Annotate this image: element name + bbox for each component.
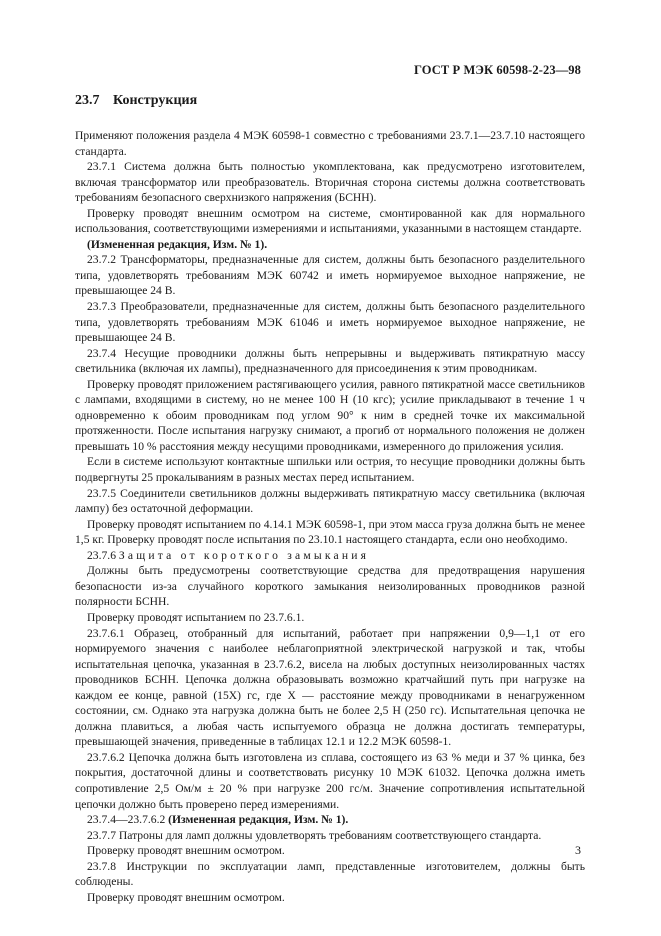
paragraph: Проверку проводят испытанием по 23.7.6.1. <box>87 610 305 624</box>
paragraph: 23.7.1 Система должна быть полностью укомплектована, как предусмотрено изготовителем, включая трансформатор или преобразователь. Вторичная сторона системы должна соответствовать требованиям безопасного сверхнизкого напряжения (БСНН). <box>75 160 585 205</box>
paragraph: Проверку проводят внешним осмотром на системе, смонтированной как для нормального использования, соответствующими измерениями и испытаниями, указанными в настоящем стандарте. <box>75 206 585 236</box>
paragraph: 23.7.6.1 Образец, отобранный для испытаний, работает при напряжении 0,9—1,1 от его нормируемого значения с наиболее неблагоприятной электрической нагрузкой и так, чтобы испытательная цепочка, указанная в 23.7.6.2, висела на любых доступных неизолированных частях проводников БСНН. Цепочка должна образовывать возможно кратчайший путь при нагрузке на каждом ее конце, равной (15X) гс, где X — расстояние между проводниками в ненагруженном состоянии, см. Однако эта нагрузка должна быть не более 2,5 Н (250 гс). Испытательная цепочка не должна плавиться, а любая часть испытуемого образца не должна достигать температуры, превышающей значения, приведенные в таблицах 12.1 и 12.2 МЭК 60598-1. <box>75 626 585 749</box>
section-title-text: Конструкция <box>113 93 198 108</box>
paragraph: Проверку проводят испытанием по 4.14.1 МЭК 60598-1, при этом масса груза должна быть не менее 1,5 кг. Проверку проводят после испытания по 23.10.1 настоящего стандарта, если оно необходимо. <box>75 517 585 547</box>
paragraph: 23.7.4 Несущие проводники должны быть непрерывны и выдерживать пятикратную массу светильника (включая их лампы), предназначенного для присоединения к этим проводникам. <box>75 346 585 376</box>
paragraph: Должны быть предусмотрены соответствующие средства для предотвращения нарушения безопасности из-за случайного короткого замыкания неизолированных проводников разной полярности БСНН. <box>75 564 585 609</box>
amendment-note: (Измененная редакция, Изм. № 1). <box>87 237 268 251</box>
document-code-header: ГОСТ Р МЭК 60598-2-23—98 <box>414 63 581 77</box>
paragraph: 23.7.3 Преобразователи, предназначенные для систем, должны быть безопасного разделительного типа, удовлетворять требованиям МЭК 61046 и иметь нормируемое выходное напряжение, не превышающее 24 В. <box>75 300 585 345</box>
page-number: 3 <box>575 843 581 857</box>
paragraph: 23.7.6.2 Цепочка должна быть изготовлена из сплава, состоящего из 63 % меди и 37 % цинка, без покрытия, достаточной длины и соответствовать рисунку 10 МЭК 61032. Цепочка должна иметь сопротивление 2,5 Ом/м ± 20 % при нагрузке 200 гс/м. Значение сопротивления испытательной цепочки должно быть проверено перед измерениями. <box>75 750 585 811</box>
paragraph: Если в системе используют контактные шпильки или острия, то несущие проводники должны быть подвергнуты 25 прокалываниям в разных местах перед испытанием. <box>75 455 585 485</box>
paragraph: 23.7.8 Инструкции по эксплуатации ламп, представленные изготовителем, должны быть соблюдены. <box>75 859 585 889</box>
paragraph: Применяют положения раздела 4 МЭК 60598-1 совместно с требованиями 23.7.1—23.7.10 настоящего стандарта. <box>75 129 585 158</box>
spaced-heading-text: Защита от короткого замыкания <box>118 548 370 562</box>
paragraph: Проверку проводят приложением растягивающего усилия, равного пятикратной массе светильников с лампами, входящими в систему, но не менее 100 Н (10 кгс); усилие прикладывают в течение 1 ч одновременно к обоим проводникам под углом 90° к ним в средней точке их максимальной протяженности. После испытания нагрузку снимают, а прогиб от нормального положения не должен превышать 10 % расстояния между несущими проводниками, измеренного до приложения усилия. <box>75 377 585 453</box>
amendment-note: 23.7.4—23.7.6.2 (Измененная редакция, Изм. № 1). <box>87 813 349 827</box>
paragraph: 23.7.2 Трансформаторы, предназначенные для систем, должны быть безопасного разделительного типа, удовлетворять требованиям МЭК 60742 и иметь нормируемое выходное напряжение, не превышающее 24 В. <box>75 253 585 298</box>
paragraph: Проверку проводят внешним осмотром. <box>87 890 285 904</box>
paragraph: 23.7.7 Патроны для ламп должны удовлетворять требованиям соответствующего стандарта. <box>87 828 542 842</box>
paragraph: 23.7.5 Соединители светильников должны выдерживать пятикратную массу светильника (включая лампу) без остаточной деформации. <box>75 486 585 516</box>
paragraph: Проверку проводят внешним осмотром. <box>87 844 285 858</box>
document-body <box>75 128 585 905</box>
subsection-heading: 23.7.6 Защита от короткого замыкания <box>87 548 370 562</box>
section-number: 23.7 <box>75 93 100 108</box>
section-title <box>75 93 197 109</box>
